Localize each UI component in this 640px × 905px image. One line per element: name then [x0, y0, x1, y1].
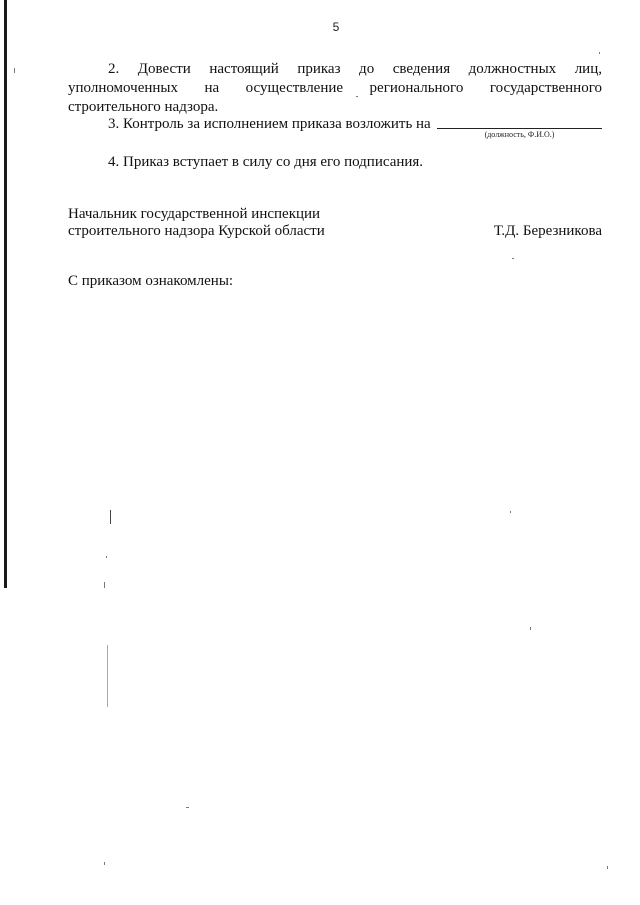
scan-speck — [110, 510, 111, 524]
signatory-title-line-2: строительного надзора Курской области — [68, 223, 325, 239]
scan-speck — [104, 582, 105, 588]
scan-speck — [510, 511, 511, 513]
paragraph-2-line-3: строительного надзора. — [68, 99, 219, 115]
paragraph-4-text: 4. Приказ вступает в силу со дня его подписания. — [108, 154, 424, 170]
scan-speck — [356, 96, 358, 97]
scan-speck — [530, 627, 531, 630]
scan-speck — [107, 645, 108, 707]
signatory-title-line-1: Начальник государственной инспекции — [68, 206, 321, 222]
scan-speck — [607, 866, 608, 869]
scan-speck — [106, 556, 107, 558]
scan-edge-border — [4, 0, 7, 588]
acknowledgement-heading: С приказом ознакомлены: — [68, 273, 234, 289]
blank-line-caption: (должность, Ф.И.О.) — [484, 130, 555, 139]
paragraph-3-text: 3. Контроль за исполнением приказа возложить на — [108, 116, 431, 132]
paragraph-2-line-2: уполномоченных на осуществление регионального государственного — [68, 80, 602, 96]
scan-speck — [104, 862, 105, 865]
signatory-name: Т.Д. Березникова — [493, 223, 602, 239]
scan-speck — [186, 807, 189, 808]
page-number: 5 — [332, 20, 340, 34]
paragraph-2-line-1: 2. Довести настоящий приказ до сведения должностных лиц, — [108, 61, 602, 77]
scan-speck — [599, 52, 600, 54]
scan-speck — [512, 258, 514, 259]
responsible-person-blank-line — [437, 128, 602, 129]
scan-speck — [14, 68, 15, 73]
